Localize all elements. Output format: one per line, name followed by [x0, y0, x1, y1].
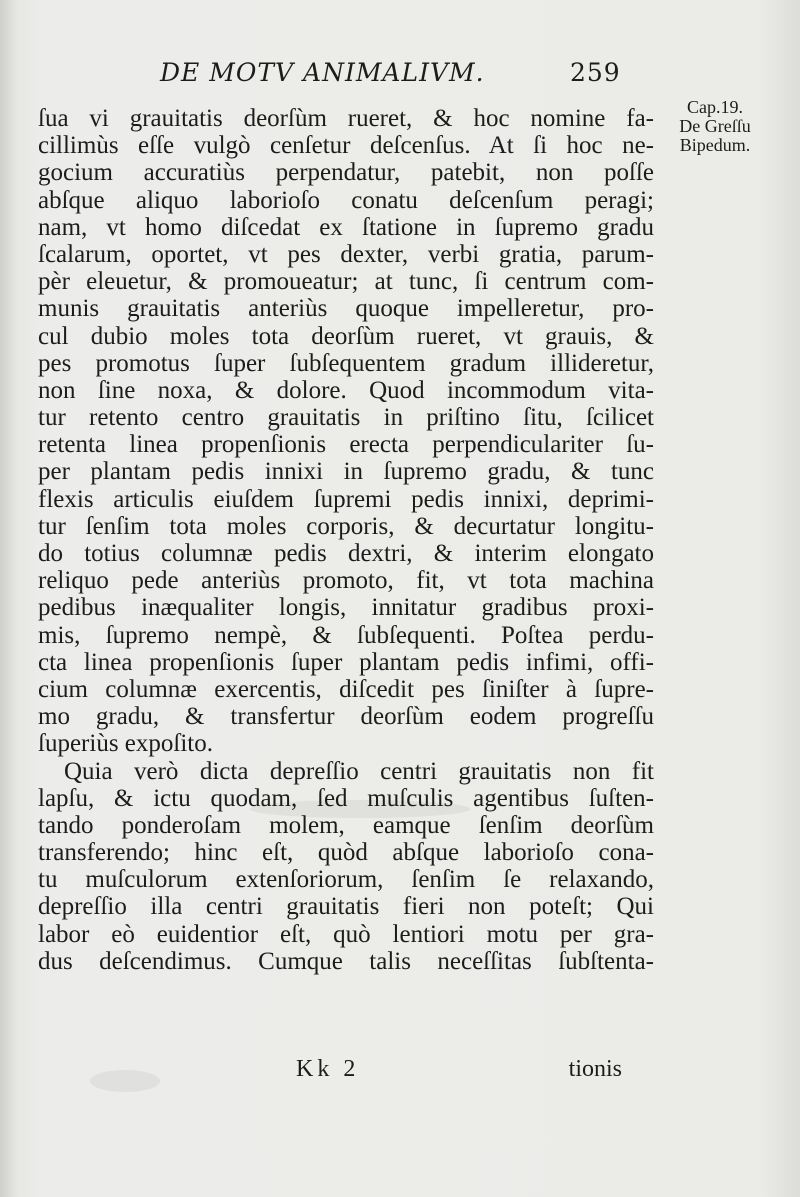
- text-line: pes promotus ſuper ſubſequentem gradum illideretur,: [38, 349, 654, 377]
- text-line: tando ponderoſam molem, eamque ſenſim deorſùm: [38, 811, 654, 839]
- running-head-title: DE MOTV ANIMALIVM.: [160, 58, 485, 87]
- text-line: pedibus inæqualiter longis, innitatur gradibus proxi-: [38, 594, 654, 622]
- margin-note-chapter: Cap.19.: [687, 97, 743, 117]
- text-line: depreſſio illa centri grauitatis fieri non poteſt; Qui: [38, 893, 654, 921]
- text-line: munis grauitatis anteriùs quoque impelleretur, pro-: [38, 295, 654, 323]
- text-line: mis, ſupremo nempè, & ſubſequenti. Poſtea perdu-: [38, 621, 654, 649]
- text-line: reliquo pede anteriùs promoto, fit, vt tota machina: [38, 567, 654, 595]
- text-line: tu muſculorum extenſoriorum, ſenſim ſe relaxando,: [38, 866, 654, 894]
- text-line: cta linea propenſionis ſuper plantam pedis infimi, offi-: [38, 648, 654, 676]
- text-line: dus deſcendimus. Cumque talis neceſſitas ſubſtenta-: [38, 947, 654, 975]
- text-line-paragraph-end: ſuperiùs expoſito.: [38, 730, 213, 758]
- text-line: non ſine noxa, & dolore. Quod incommodum vita-: [38, 376, 654, 404]
- text-line: ſcalarum, oportet, vt pes dexter, verbi gratia, parum-: [38, 240, 654, 268]
- text-line: pèr eleuetur, & promoueatur; at tunc, ſi centrum com-: [38, 268, 654, 296]
- text-line: tur ſenſim tota moles corporis, & decurtatur longitu-: [38, 512, 654, 540]
- text-line: per plantam pedis innixi in ſupremo gradu, & tunc: [38, 458, 654, 486]
- text-line: do totius columnæ pedis dextri, & interim elongato: [38, 540, 654, 567]
- page-number: 259: [570, 58, 621, 87]
- text-line: gocium accuratiùs perpendatur, patebit, non poſſe: [38, 159, 654, 187]
- text-line: ſua vi grauitatis deorſùm rueret, & hoc nomine fa-: [38, 105, 654, 132]
- text-line: nam, vt homo diſcedat ex ſtatione in ſupremo gradu: [38, 213, 654, 241]
- text-line-paragraph-start: Quia verò dicta depreſſio centri grauitatis non fit: [64, 757, 654, 785]
- text-line: tur retento centro grauitatis in priſtino ſitu, ſcilicet: [38, 404, 654, 432]
- text-line: flexis articulis eiuſdem ſupremi pedis innixi, deprimi-: [38, 485, 654, 513]
- text-line: mo gradu, & transfertur deorſùm eodem progreſſu: [38, 703, 654, 731]
- catchword: tionis: [568, 1056, 622, 1082]
- text-line: labor eò euidentior eſt, quò lentiori motu per gra-: [38, 920, 654, 948]
- text-line: cillimùs eſſe vulgò cenſetur deſcenſus. At ſi hoc ne-: [38, 132, 654, 160]
- text-line: transferendo; hinc eſt, quòd abſque laborioſo cona-: [38, 839, 654, 867]
- body-text: [38, 105, 654, 975]
- text-line: cium columnæ exercentis, diſcedit pes ſiniſter à ſupre-: [38, 675, 654, 703]
- margin-note-topic: De Greſſu: [679, 116, 751, 136]
- text-line: abſque aliquo laborioſo conatu deſcenſum peragi;: [38, 186, 654, 214]
- text-line: lapſu, & ictu quodam, ſed muſculis agentibus ſuſten-: [38, 784, 654, 812]
- margin-note-subject: Bipedum.: [679, 135, 751, 155]
- signature-mark: Kk 2: [296, 1056, 360, 1082]
- margin-note: [660, 98, 770, 155]
- page-footer: [38, 1056, 654, 1084]
- text-line: retenta linea propenſionis erecta perpendiculariter ſu-: [38, 431, 654, 459]
- text-line: cul dubio moles tota deorſùm rueret, vt grauis, &: [38, 322, 654, 350]
